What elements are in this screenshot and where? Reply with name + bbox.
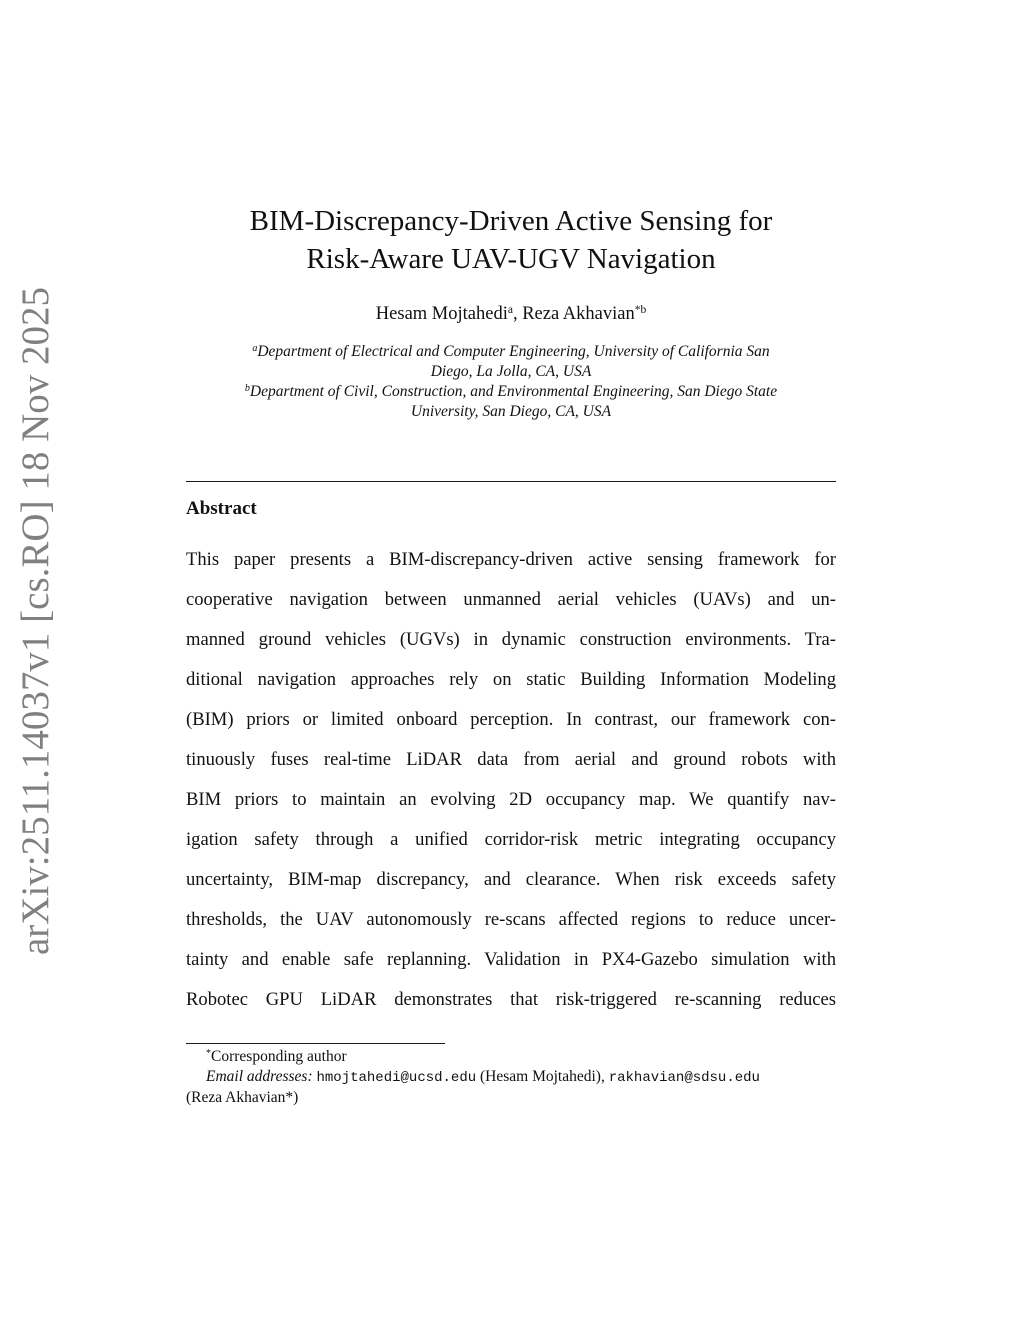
footnote-mark: * xyxy=(206,1048,211,1059)
corresponding-author-note: *Corresponding author xyxy=(206,1048,347,1065)
affiliation-b-line-1: $^b$Department of Civil, Construction, and Environmental Engineering, San Diego State xyxy=(244,383,778,400)
abstract-line: Robotec GPU LiDAR demonstrates that risk-triggered re-scanning reduces xyxy=(186,989,836,1010)
author-list xyxy=(186,302,836,326)
abstract-line: uncertainty, BIM-map discrepancy, and clearance. When risk exceeds safety xyxy=(186,869,836,890)
author-separator: , xyxy=(512,304,523,324)
abstract-line: tainty and enable safe replanning. Validation in PX4-Gazebo simulation with xyxy=(186,949,836,970)
author-name: Reza Akhavian xyxy=(522,304,635,324)
abstract-line: (BIM) priors or limited onboard perception. In contrast, our framework con- xyxy=(186,709,836,730)
abstract-line: tinuously fuses real-time LiDAR data from aerial and ground robots with xyxy=(186,749,836,770)
abstract-body xyxy=(186,540,836,1020)
affiliations xyxy=(186,342,836,422)
email-owner-2: (Reza Akhavian*) xyxy=(186,1089,299,1106)
email-label: Email addresses: xyxy=(206,1068,313,1085)
abstract-line: manned ground vehicles (UGVs) in dynamic construction environments. Tra- xyxy=(186,629,836,650)
abstract-line: BIM priors to maintain an evolving 2D occupancy map. We quantify nav- xyxy=(186,789,836,810)
abstract-line: ditional navigation approaches rely on static Building Information Modeling xyxy=(186,669,836,690)
affiliation-a-line-2: Diego, La Jolla, CA, USA xyxy=(430,363,592,380)
footnote xyxy=(186,1047,836,1108)
affiliation-a-line-1: $^a$Department of Electrical and Computer Engineering, University of California San xyxy=(252,343,770,360)
title-line-1: BIM-Discrepancy-Driven Active Sensing for xyxy=(249,205,773,237)
author-name: Hesam Mojtahedi xyxy=(375,304,508,324)
arxiv-identifier-stamp: arXiv:2511.14037v1 [cs.RO] 18 Nov 2025 xyxy=(14,287,57,955)
title-line-2: Risk-Aware UAV-UGV Navigation xyxy=(306,243,716,275)
affiliation-b-line-2: University, San Diego, CA, USA xyxy=(410,403,612,420)
abstract-line: cooperative navigation between unmanned aerial vehicles (UAVs) and un- xyxy=(186,589,836,610)
abstract-line: This paper presents a BIM-discrepancy-driven active sensing framework for xyxy=(186,549,836,570)
email-owner-1: (Hesam Mojtahedi), xyxy=(480,1068,605,1085)
footnote-rule xyxy=(186,1043,445,1044)
abstract-line: igation safety through a unified corridor-risk metric integrating occupancy xyxy=(186,829,836,850)
paper-title xyxy=(186,202,836,278)
email-link-2[interactable]: rakhavian@sdsu.edu xyxy=(608,1070,760,1086)
author-affiliation-mark: *b xyxy=(634,304,647,316)
email-addresses-line xyxy=(186,1067,836,1088)
affiliation-mark: b xyxy=(244,383,250,394)
abstract-line: thresholds, the UAV autonomously re-scans affected regions to reduce uncer- xyxy=(186,909,836,930)
abstract-top-rule xyxy=(186,481,836,482)
author-affiliation-mark: a xyxy=(507,304,513,316)
abstract-heading: Abstract xyxy=(186,498,257,519)
email-link-1[interactable]: hmojtahedi@ucsd.edu xyxy=(316,1070,477,1086)
affiliation-mark: a xyxy=(252,343,258,354)
